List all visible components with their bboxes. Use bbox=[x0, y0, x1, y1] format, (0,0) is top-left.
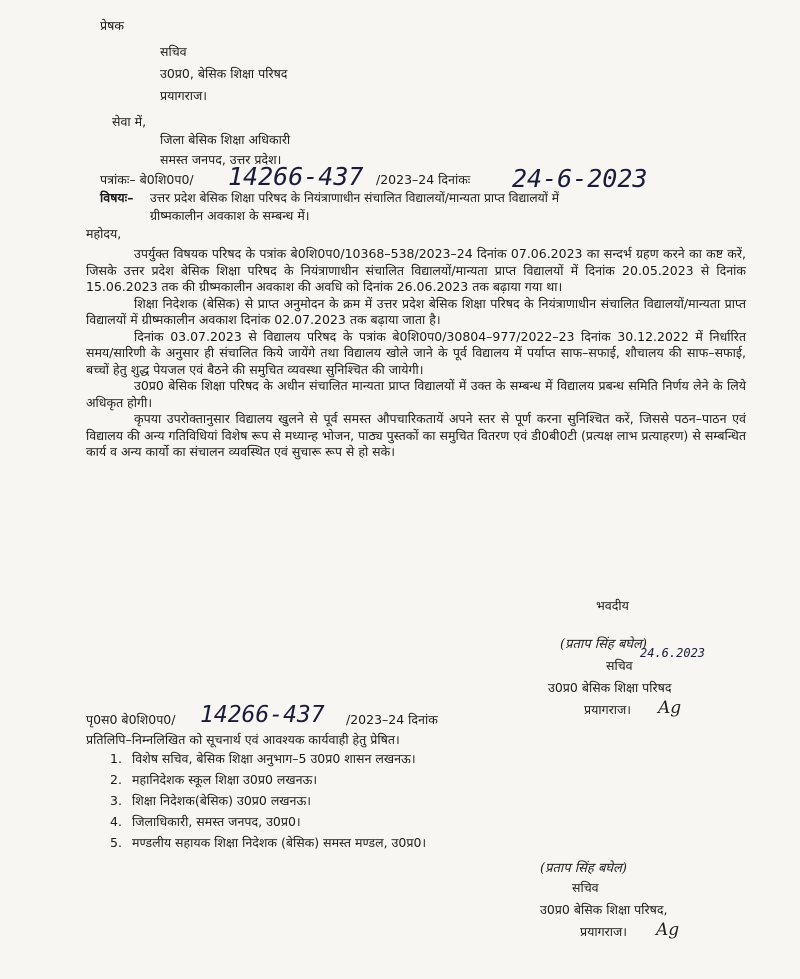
list-item: 3. शिक्षा निदेशक(बेसिक) उ0प्र0 लखनऊ। bbox=[110, 793, 312, 808]
closing-initials: Ag bbox=[658, 698, 682, 718]
closing-city: प्रयागराज। bbox=[584, 702, 632, 717]
sender-label: प्रेषक bbox=[100, 18, 124, 33]
letter-ref-date-handwritten: 24-6-2023 bbox=[512, 164, 648, 193]
sender-city: प्रयागराज। bbox=[160, 88, 208, 103]
letter-ref-suffix: /2023–24 दिनांकः bbox=[376, 172, 471, 187]
paragraph-2: शिक्षा निदेशक (बेसिक) से प्राप्त अनुमोदन के क्रम में उत्तर प्रदेश बेसिक शिक्षा परिषद के नियंत्राणाधीन संचालित विद्यालयों/मान्यता प्राप्त विद्यालयों में ग्रीष्मकालीन अवकाश दिनांक 02.07.2023 तक बढ़ाया जाता है। bbox=[86, 295, 746, 327]
endorsement-prefix: पृ0स0 बे0शि0प0/ bbox=[86, 712, 176, 727]
paragraph-1: उपर्युक्त विषयक परिषद के पत्रांक बे0शि0प0/10368–538/2023–24 दिनांक 07.06.2023 का सन्दर्भ ग्रहण करने का कष्ट करें, जिसके उत्तर प्रदेश बेसिक शिक्षा परिषद के नियंत्राणाधीन संचालित विद्यालयों/मान्यता प्राप्त विद्यालयों में दिनांक 20.05.2023 से दिनांक 15.06.2023 तक की ग्रीष्मकालीन अवकाश की अवधि को दिनांक 26.06.2023 तक बढ़ाया गया था। bbox=[86, 246, 746, 294]
closing2-initials: Ag bbox=[656, 920, 680, 940]
endorsement-copy-line: प्रतिलिपि–निम्नलिखित को सूचनार्थ एवं आवश्यक कार्यवाही हेतु प्रेषित। bbox=[86, 732, 400, 747]
sender-designation: सचिव bbox=[160, 44, 187, 59]
letter-ref-number-handwritten: 14266-437 bbox=[228, 162, 364, 191]
list-item: 5. मण्डलीय सहायक शिक्षा निदेशक (बेसिक) समस्त मण्डल, उ0प्र0। bbox=[110, 835, 427, 850]
recipient-area: समस्त जनपद, उत्तर प्रदेश। bbox=[160, 152, 282, 167]
distribution-list bbox=[110, 748, 426, 853]
closing2-office: उ0प्र0 बेसिक शिक्षा परिषद, bbox=[540, 902, 668, 917]
closing-designation: सचिव bbox=[606, 658, 633, 673]
closing2-city: प्रयागराज। bbox=[580, 924, 628, 939]
closing-name: (प्रताप सिंह बघेल) bbox=[560, 637, 647, 652]
closing2-name: (प्रताप सिंह बघेल) bbox=[540, 861, 627, 876]
recipient-designation: जिला बेसिक शिक्षा अधिकारी bbox=[160, 132, 291, 147]
endorsement-number-handwritten: 14266-437 bbox=[200, 702, 325, 728]
paragraph-5: कृपया उपरोक्तानुसार विद्यालय खुलने से पूर्व समस्त औपचारिकतायें अपने स्तर से पूर्ण करना सुनिश्चित करें, जिससे पठन–पाठन एवं विद्यालय की अन्य गतिविधियां विशेष रूप से मध्यान्ह भोजन, पाठ्य पुस्तकों का समुचित वितरण एवं डी0बी0टी (प्रत्यक्ष लाभ प्रत्याहरण) से सम्बन्धित कार्य व अन्य कार्यो का संचालन व्यवस्थित एवं सुचारू रूप से हो सके। bbox=[86, 411, 746, 459]
subject-line-2: ग्रीष्मकालीन अवकाश के सम्बन्ध में। bbox=[150, 208, 310, 223]
paragraph-3: दिनांक 03.07.2023 से विद्यालय परिषद के पत्रांक बे0शि0प0/30804–977/2022–23 दिनांक 30.12.2022 में निर्धारित समय/सारिणी के अनुसार ही संचालित किये जायेंगे तथा विद्यालय खोले जाने के पूर्व विद्यालय में पर्याप्त साफ–सफाई, शौचालय की साफ–सफाई, बच्चों हेतु शुद्ध पेयजल एवं बैठने की समुचित व्यवस्था सुनिश्चित की जायेगी। bbox=[86, 328, 746, 377]
salutation: महोदय, bbox=[86, 226, 122, 241]
subject-label: विषयः– bbox=[100, 190, 134, 205]
list-item: 4. जिलाधिकारी, समस्त जनपद, उ0प्र0। bbox=[110, 814, 301, 829]
closing-office: उ0प्र0 बेसिक शिक्षा परिषद bbox=[548, 680, 672, 695]
list-item: 2. महानिदेशक स्कूल शिक्षा उ0प्र0 लखनऊ। bbox=[110, 772, 318, 787]
letter-ref-prefix: पत्रांकः– बे0शि0प0/ bbox=[100, 172, 194, 187]
letter-body bbox=[86, 246, 746, 461]
sender-office: उ0प्र0, बेसिक शिक्षा परिषद bbox=[160, 66, 288, 81]
paragraph-4: उ0प्र0 बेसिक शिक्षा परिषद के अधीन संचालित मान्यता प्राप्त विद्यालयों में उक्त के सम्बन्ध में विद्यालय प्रबन्ध समिति निर्णय लेने के लिये अधिकृत होगी। bbox=[86, 378, 746, 410]
closing2-designation: सचिव bbox=[572, 880, 599, 895]
recipient-label: सेवा में, bbox=[112, 114, 147, 129]
list-item: 1. विशेष सचिव, बेसिक शिक्षा अनुभाग–5 उ0प्र0 शासन लखनऊ। bbox=[110, 751, 416, 766]
endorsement-suffix: /2023–24 दिनांक bbox=[346, 712, 438, 727]
subject-line-1: उत्तर प्रदेश बेसिक शिक्षा परिषद के नियंत्राणाधीन संचालित विद्यालयों/मान्यता प्राप्त विद्यालयों में bbox=[150, 191, 560, 205]
closing-handwritten-date: 24.6.2023 bbox=[640, 646, 706, 660]
closing-yours: भवदीय bbox=[596, 598, 629, 613]
